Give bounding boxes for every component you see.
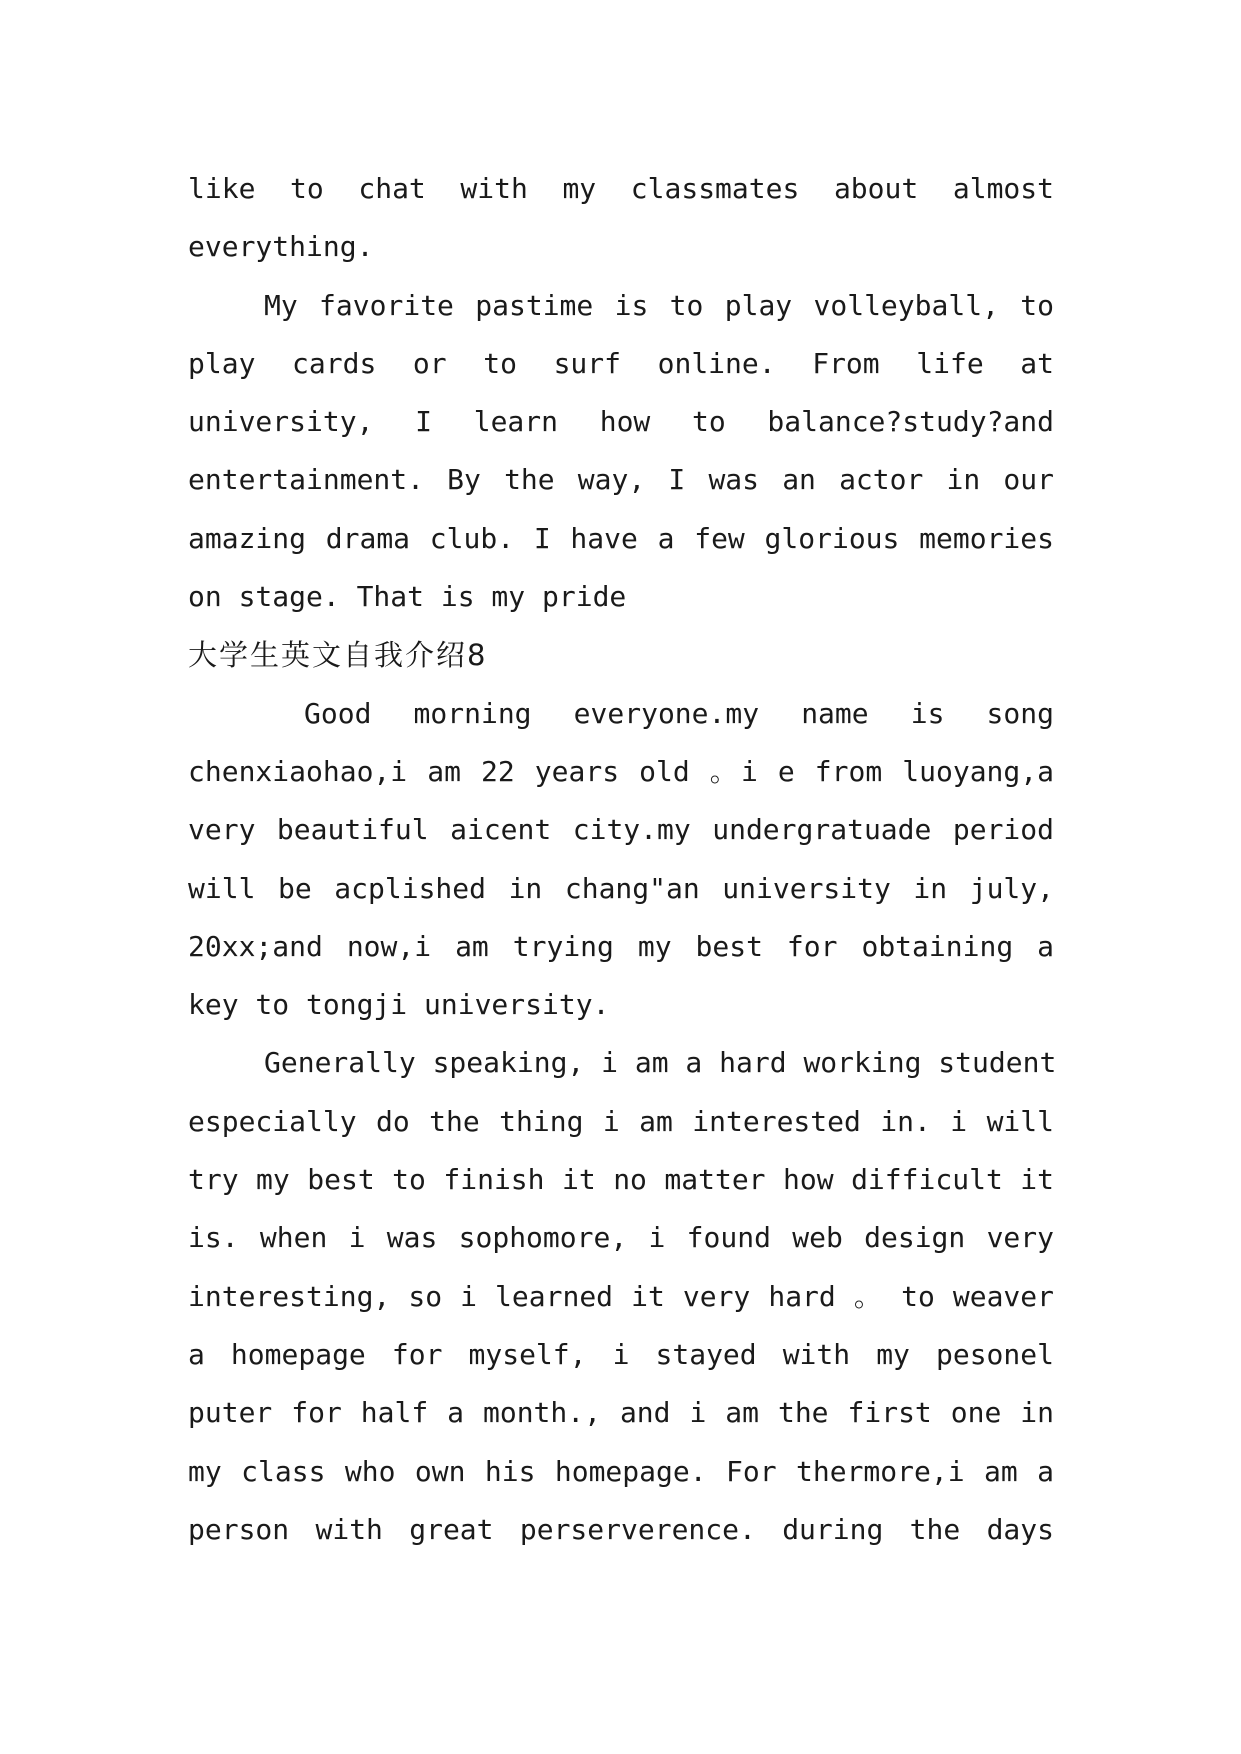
section-heading: 大学生英文自我介绍8 [188,638,488,673]
text-line: entertainment. By the way, I was an actor in our [188,463,1054,497]
text-line: on stage. That is my pride [188,580,627,614]
text-line: will be acplished in chang"an university in july, [188,871,1054,905]
text-line: university, I learn how to balance?study?and [188,405,1054,439]
text-line: a homepage for myself, i stayed with my pesonel [188,1337,1054,1371]
text-line: very beautiful aicent city.my undergratuade period [188,813,1054,847]
text-line: key to tongji university. [188,988,610,1022]
text-line: especially do the thing i am interested in. i will [188,1104,1054,1138]
paragraph-first-line: Generally speaking, i am a hard working student [264,1046,1057,1080]
text-line: person with great perserverence. during the days [188,1512,1054,1546]
document-body [188,160,1057,1559]
text-line: like to chat with my classmates about almost [188,172,1054,205]
text-line: chenxiaohao,i am 22 years old 。i e from luoyang,a [188,754,1054,788]
text-line: interesting, so i learned it very hard 。 to weaver [188,1279,1054,1313]
text-line: my class who own his homepage. For thermore,i am a [188,1454,1054,1488]
text-line: 20xx;and now,i am trying my best for obtaining a [188,929,1054,963]
text-line: puter for half a month., and i am the first one in [188,1396,1054,1430]
paragraph-first-line: Good morning everyone.my name is song [304,696,1054,730]
text-line: amazing drama club. I have a few glorious memories [188,521,1054,555]
paragraph-first-line: My favorite pastime is to play volleyball, to [264,288,1054,322]
text-line: is. when i was sophomore, i found web design very [188,1221,1054,1255]
text-line: play cards or to surf online. From life at [188,346,1054,380]
text-line: everything. [188,230,374,264]
text-line: try my best to finish it no matter how difficult it [188,1163,1054,1197]
